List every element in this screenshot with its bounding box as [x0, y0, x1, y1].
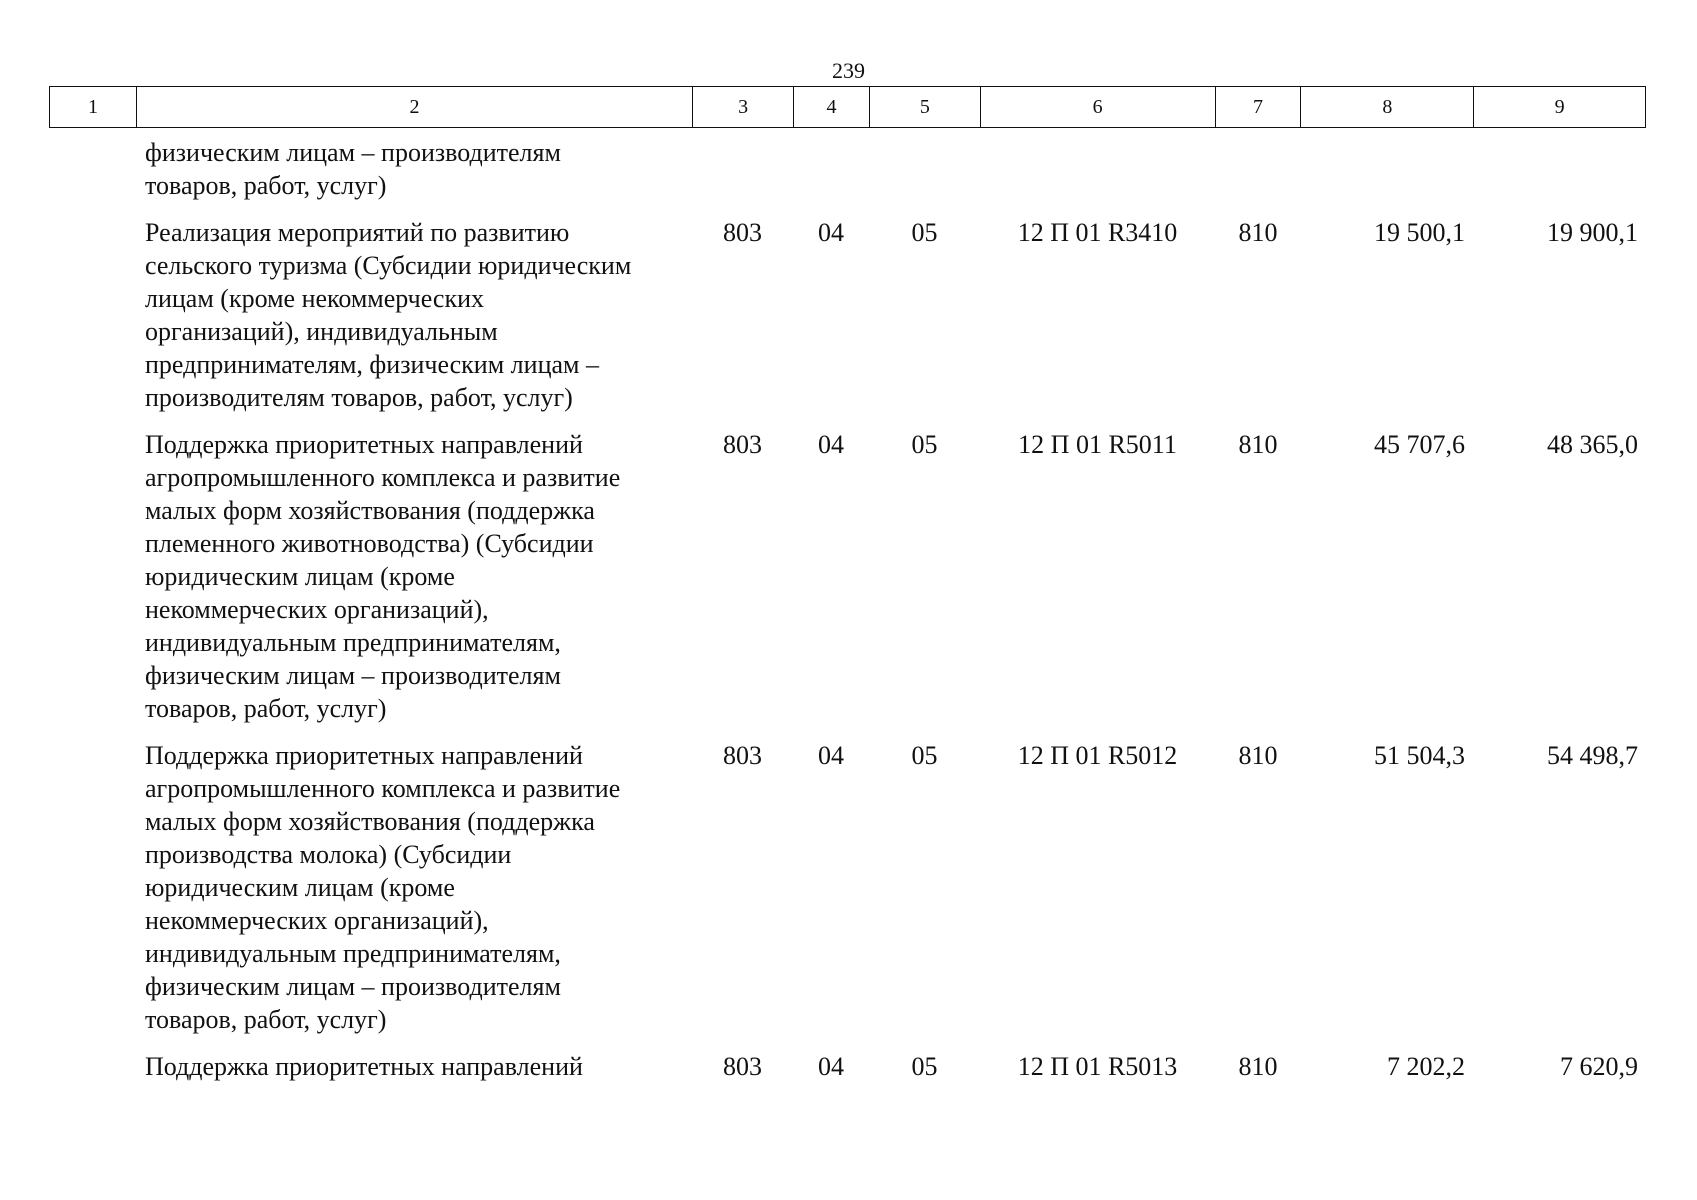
cell-col-8: 51 504,3 — [1374, 741, 1465, 770]
table-row — [49, 136, 1646, 202]
cell-description — [135, 136, 692, 202]
table-row — [49, 216, 1646, 414]
description-line: лицам (кроме некоммерческих — [145, 284, 485, 313]
cell-col-1 — [49, 136, 135, 202]
cell-col-8: 45 707,6 — [1374, 430, 1465, 459]
cell-col-3: 803 — [723, 1052, 762, 1081]
cell-col-3: 803 — [723, 218, 762, 247]
cell-col-4: 04 — [818, 430, 844, 459]
cell-col-6: 12 П 01 R5012 — [1017, 741, 1178, 770]
cell-col-7 — [1215, 136, 1301, 202]
description-line: индивидуальным предпринимателям, — [145, 628, 561, 657]
cell-col-7: 810 — [1238, 430, 1278, 459]
description-line: организаций), индивидуальным — [145, 317, 498, 346]
table-row — [49, 1050, 1646, 1083]
description-line: юридическим лицам (кроме — [145, 562, 455, 591]
page-number: 239 — [832, 58, 865, 83]
description-line: юридическим лицам (кроме — [145, 873, 455, 902]
cell-col-3: 803 — [723, 741, 762, 770]
table-row — [49, 739, 1646, 1036]
header-col-3: 3 — [692, 87, 793, 127]
cell-description — [135, 216, 692, 414]
description-line: агропромышленного комплекса и развитие — [145, 463, 621, 492]
table-row — [49, 428, 1646, 725]
header-col-6: 6 — [980, 87, 1215, 127]
cell-col-9: 7 620,9 — [1560, 1052, 1638, 1081]
cell-col-4 — [793, 136, 869, 202]
cell-col-1 — [49, 428, 135, 725]
description-line: физическим лицам – производителям — [145, 972, 561, 1001]
header-col-7: 7 — [1215, 87, 1301, 127]
cell-description — [135, 428, 692, 725]
cell-col-9: 54 498,7 — [1547, 741, 1638, 770]
cell-col-1 — [49, 1050, 135, 1083]
cell-col-6 — [980, 136, 1215, 202]
cell-col-5: 05 — [911, 430, 938, 459]
description-line: Поддержка приоритетных направлений — [145, 741, 583, 770]
header-col-1: 1 — [87, 95, 98, 118]
description-line: малых форм хозяйствования (поддержка — [145, 496, 595, 525]
description-line: некоммерческих организаций), — [145, 595, 489, 624]
description-line: индивидуальным предпринимателям, — [145, 939, 561, 968]
table-body — [49, 136, 1646, 1097]
cell-col-6: 12 П 01 R3410 — [1017, 218, 1178, 247]
cell-col-3 — [692, 136, 793, 202]
cell-col-8: 7 202,2 — [1387, 1052, 1465, 1081]
cell-col-9: 19 900,1 — [1547, 218, 1638, 247]
description-line: сельского туризма (Субсидии юридическим — [145, 251, 632, 280]
description-line: Поддержка приоритетных направлений — [145, 1052, 583, 1081]
description-line: малых форм хозяйствования (поддержка — [145, 807, 595, 836]
description-line: производства молока) (Субсидии — [145, 840, 512, 869]
description-line: агропромышленного комплекса и развитие — [145, 774, 621, 803]
cell-col-3: 803 — [723, 430, 762, 459]
cell-description — [135, 739, 692, 1036]
header-col-5: 5 — [869, 87, 980, 127]
cell-col-1 — [49, 739, 135, 1036]
cell-col-9: 48 365,0 — [1547, 430, 1638, 459]
description-line: физическим лицам – производителям — [145, 138, 561, 167]
description-line: производителям товаров, работ, услуг) — [145, 383, 573, 412]
cell-col-7: 810 — [1238, 741, 1278, 770]
cell-col-6: 12 П 01 R5011 — [1018, 430, 1177, 459]
header-col-4: 4 — [793, 87, 869, 127]
table-header — [49, 86, 1646, 128]
description-line: товаров, работ, услуг) — [145, 171, 387, 200]
description-line: некоммерческих организаций), — [145, 906, 489, 935]
cell-description — [135, 1050, 692, 1083]
description-line: Реализация мероприятий по развитию — [145, 218, 570, 247]
description-line: физическим лицам – производителям — [145, 661, 561, 690]
description-line: товаров, работ, услуг) — [145, 1005, 387, 1034]
cell-col-4: 04 — [818, 1052, 844, 1081]
cell-col-4: 04 — [818, 741, 844, 770]
description-line: племенного животноводства) (Субсидии — [145, 529, 594, 558]
description-line: товаров, работ, услуг) — [145, 694, 387, 723]
header-col-2: 2 — [136, 87, 692, 127]
header-col-8: 8 — [1300, 87, 1473, 127]
cell-col-1 — [49, 216, 135, 414]
cell-col-7: 810 — [1238, 218, 1278, 247]
cell-col-7: 810 — [1238, 1052, 1278, 1081]
description-line: предпринимателям, физическим лицам – — [145, 350, 599, 379]
cell-col-6: 12 П 01 R5013 — [1017, 1052, 1178, 1081]
cell-col-9 — [1474, 136, 1646, 202]
cell-col-5: 05 — [911, 218, 938, 247]
cell-col-5 — [869, 136, 980, 202]
cell-col-4: 04 — [818, 218, 844, 247]
cell-col-8 — [1301, 136, 1474, 202]
description-line: Поддержка приоритетных направлений — [145, 430, 583, 459]
cell-col-5: 05 — [911, 741, 938, 770]
cell-col-5: 05 — [911, 1052, 938, 1081]
cell-col-8: 19 500,1 — [1374, 218, 1465, 247]
header-col-9: 9 — [1473, 87, 1645, 127]
